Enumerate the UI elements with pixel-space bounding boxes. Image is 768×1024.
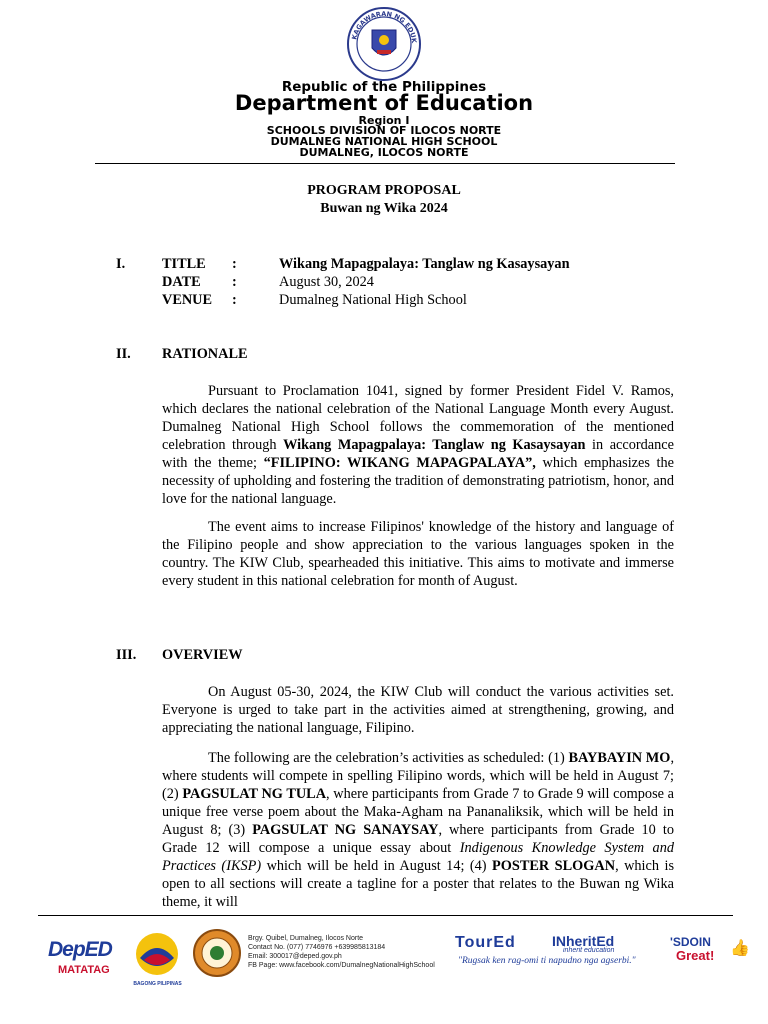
seal-text: KAGAWARAN NG EDUK bbox=[350, 9, 419, 44]
section2-num: II. bbox=[116, 346, 131, 362]
venue-colon: : bbox=[232, 292, 237, 308]
date-colon: : bbox=[232, 274, 237, 290]
title-value: Wikang Mapagpalaya: Tanglaw ng Kasaysayan bbox=[279, 256, 570, 272]
venue-label: VENUE bbox=[162, 292, 213, 308]
school-line: DUMALNEG NATIONAL HIGH SCHOOL bbox=[270, 135, 498, 148]
section1-num: I. bbox=[116, 256, 126, 272]
header-rule bbox=[95, 163, 675, 164]
footer-rule bbox=[38, 915, 733, 916]
thumbs-up-icon: 👍 bbox=[730, 940, 750, 957]
date-value: August 30, 2024 bbox=[279, 274, 374, 290]
location-line: DUMALNEG, ILOCOS NORTE bbox=[299, 146, 469, 159]
title-colon: : bbox=[232, 256, 237, 272]
tagline-text: "Rugsak ken rag-omi ti napudno nga agserbi." bbox=[458, 956, 636, 966]
section3-num: III. bbox=[116, 647, 137, 663]
address-text: Brgy. Quibel, Dumalneg, Ilocos Norte bbox=[248, 935, 364, 942]
fb-page-text: FB Page: www.facebook.com/DumalnegNationalHighSchool bbox=[248, 962, 435, 969]
toured-logo: TourEd bbox=[455, 934, 516, 951]
rationale-heading: RATIONALE bbox=[162, 346, 248, 362]
overview-paragraph-1: On August 05-30, 2024, the KIW Club will conduct the various activities set. Everyone is urged to take part in the activities aimed at strengthening, growing, and appreciating the national language, Filipino. bbox=[162, 684, 674, 736]
sdoin-text: 'SDOIN bbox=[670, 935, 711, 949]
bagong-pilipinas-logo bbox=[130, 930, 185, 985]
contact-block bbox=[248, 934, 435, 970]
bagong-pilipinas-text: BAGONG PILIPINAS bbox=[133, 981, 182, 987]
date-label: DATE bbox=[162, 274, 201, 290]
deped-seal bbox=[346, 6, 422, 82]
republic-line: Republic of the Philippines bbox=[281, 79, 487, 95]
rationale-paragraph-2: The event aims to increase Filipinos' knowledge of the history and language of the Filipino people and show appreciation to the various languages spoken in the country. The KIW Club, spearheaded this initiative. This aims to motivate and immerse every student in this national celebration for month of August. bbox=[162, 519, 674, 589]
department-name: Department of Education bbox=[234, 91, 534, 115]
title-label: TITLE bbox=[162, 256, 206, 272]
school-seal bbox=[192, 928, 242, 978]
rationale-paragraph-1: Pursuant to Proclamation 1041, signed by former President Fidel V. Ramos, which declares the national celebration of the National Language Month every August. Dumalneg National High School follows the commemoration of the mentioned celebration through Wikang Mapagpalaya: Tanglaw ng Kasaysayan in accordance with the theme; “FILIPINO: WIKANG MAPAGPALAYA”, which emphasizes the necessity of upholding and fostering the tradition of demonstrating patriotism, honor, and love for the national language. bbox=[162, 383, 675, 507]
doc-subtitle: Buwan ng Wika 2024 bbox=[320, 201, 448, 216]
email-text: Email: 300017@deped.gov.ph bbox=[248, 953, 342, 960]
deped-wordmark: DepED bbox=[48, 938, 112, 961]
division-line: SCHOOLS DIVISION OF ILOCOS NORTE bbox=[266, 124, 502, 137]
venue-value: Dumalneg National High School bbox=[279, 292, 467, 308]
inherit-sub-text: inherit education bbox=[563, 947, 615, 954]
inherited-logo: INheritEd bbox=[552, 933, 615, 949]
overview-heading: OVERVIEW bbox=[162, 647, 243, 663]
matatag-text: MATATAG bbox=[58, 964, 110, 976]
overview-paragraph-2: The following are the celebration’s activities as scheduled: (1) BAYBAYIN MO, where students will compete in spelling Filipino words, which will be held in August 7; (2) PAGSULAT NG TULA, where participants from Grade 7 to Grade 9 will compose a unique free verse poem about the Maka-Agham na Pananaliksik, which will be held in August 8; (3) PAGSULAT NG SANAYSAY, where participants from Grade 10 to Grade 12 will compose a unique essay about Indigenous Knowledge System and Practices (IKSP) which will be held in August 14; (4) POSTER SLOGAN, which is open to all sections will create a tagline for a poster that relates to the Buwan ng Wika theme, it will bbox=[162, 750, 675, 910]
contact-number: Contact No. (077) 7746976 +639985813184 bbox=[248, 944, 386, 951]
deped-logo bbox=[48, 938, 112, 976]
region-line: Region I bbox=[358, 114, 410, 127]
doc-type: PROGRAM PROPOSAL bbox=[307, 183, 461, 198]
great-text: Great! bbox=[676, 948, 715, 963]
